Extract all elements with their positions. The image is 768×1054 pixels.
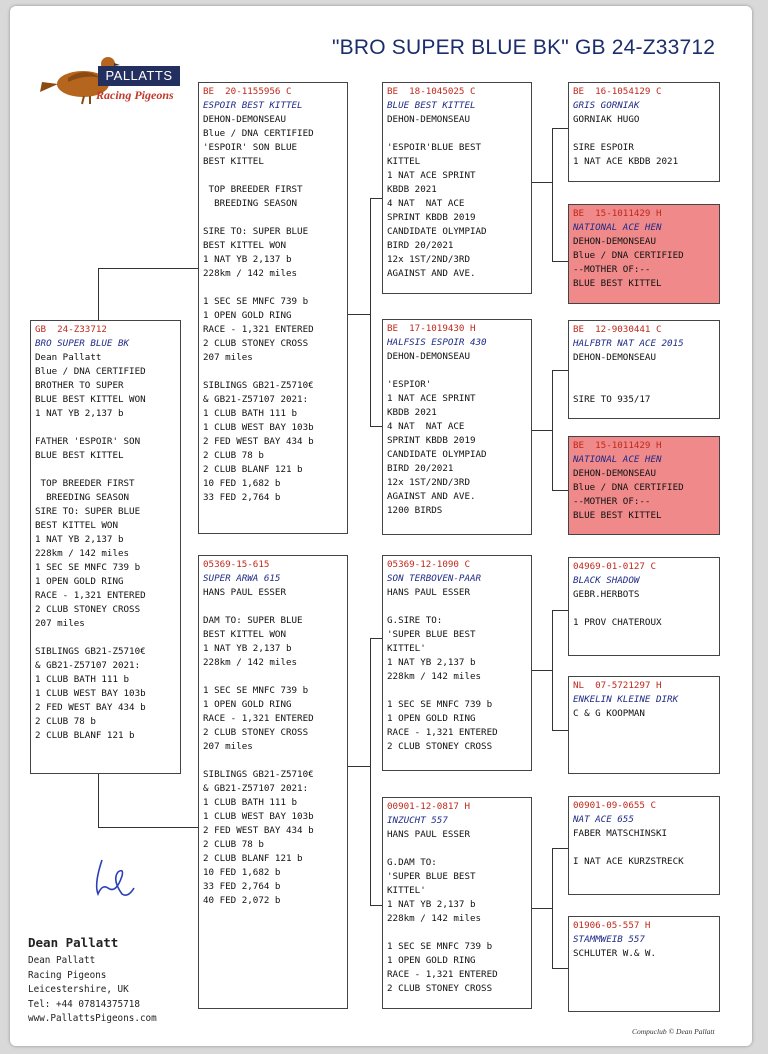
card-text-line: & GB21-Z57107 2021: [203, 783, 309, 794]
card-text-line: RACE - 1,321 ENTERED [35, 590, 146, 601]
ring-number: 00901-12-0817 H [387, 801, 470, 812]
card-text-line: 1 NAT YB 2,137 b [203, 643, 292, 654]
card-text-line: RACE - 1,321 ENTERED [387, 969, 498, 980]
breeder-name: DEHON-DEMONSEAU [573, 468, 656, 479]
card-text-line [387, 684, 527, 698]
card-text-line: 1 SEC SE MNFC 739 b [387, 699, 493, 710]
card-text-line: KITTEL [387, 156, 421, 167]
wire [98, 268, 198, 269]
card-text-line: 1 NAT YB 2,137 b [35, 408, 124, 419]
card-text-line: 207 miles [35, 618, 85, 629]
card-text-line: 2 CLUB STONEY CROSS [387, 983, 493, 994]
card-text-line: SPRINT KBDB 2019 [387, 435, 476, 446]
card-text-line: G.DAM TO: [387, 857, 437, 868]
wire [370, 198, 371, 427]
card-text-line: 1 OPEN GOLD RING [35, 576, 124, 587]
card-text-line: Blue / DNA CERTIFIED [203, 128, 314, 139]
ring-number: 00901-09-0655 C [573, 800, 656, 811]
card-text-line: 207 miles [203, 741, 253, 752]
pigeon-name: NATIONAL ACE HEN [573, 454, 662, 465]
card-text-line: 'ESPOIR'BLUE BEST [387, 142, 482, 153]
pigeon-name: SUPER ARWA 615 [203, 573, 281, 584]
wire [552, 730, 568, 731]
card-text-line: FATHER 'ESPOIR' SON [35, 436, 141, 447]
card-text-line: 1 PROV CHATEROUX [573, 617, 662, 628]
card-text-line [573, 127, 715, 141]
card-text-line: 228km / 142 miles [35, 548, 130, 559]
contact-phone: Tel: +44 07814375718 [28, 998, 140, 1010]
breeder-name: SCHLUTER W.& W. [573, 948, 656, 959]
card-text-line: 2 CLUB STONEY CROSS [387, 741, 493, 752]
card-text-line [573, 379, 715, 393]
ring-number: BE 15-1011429 H [573, 208, 662, 219]
card-text-line: G.SIRE TO: [387, 615, 443, 626]
card-text-line: TOP BREEDER FIRST [35, 478, 135, 489]
ring-number: 05369-15-615 [203, 559, 270, 570]
contact-line: Dean Pallatt [28, 955, 96, 966]
card-text-line: BLUE BEST KITTEL WON [35, 394, 146, 405]
wire [370, 638, 371, 906]
card-text-line: 1 NAT YB 2,137 b [387, 657, 476, 668]
ring-number: BE 16-1054129 C [573, 86, 662, 97]
breeder-name: GORNIAK HUGO [573, 114, 640, 125]
ring-number: 01906-05-557 H [573, 920, 651, 931]
card-text-line: I NAT ACE KURZSTRECK [573, 856, 684, 867]
sds-card[interactable] [568, 320, 720, 419]
sire-sire-card[interactable] [382, 82, 532, 294]
card-text-line [203, 281, 343, 295]
pigeon-name: ENKELIN KLEINE DIRK [573, 694, 679, 705]
breeder-name: DEHON-DEMONSEAU [387, 114, 470, 125]
card-text-line: 1 OPEN GOLD RING [203, 699, 292, 710]
sire-card[interactable] [198, 82, 348, 534]
contact-website[interactable]: www.PallattsPigeons.com [28, 1013, 157, 1024]
card-text-line [573, 602, 715, 616]
card-text-line: 1 NAT YB 2,137 b [203, 254, 292, 265]
ring-number: 05369-12-1090 C [387, 559, 470, 570]
card-text-line [203, 754, 343, 768]
wire [532, 908, 552, 909]
card-text-line: 1 SEC SE MNFC 739 b [387, 941, 493, 952]
wire [552, 370, 553, 491]
card-text-line: BIRD 20/2021 [387, 240, 454, 251]
card-text-line: BIRD 20/2021 [387, 463, 454, 474]
card-text-line: SIRE TO: SUPER BLUE [35, 506, 141, 517]
card-text-line: 2 FED WEST BAY 434 b [35, 702, 146, 713]
card-text-line: 1 CLUB BATH 111 b [35, 674, 130, 685]
card-text-line: 2 CLUB BLANF 121 b [35, 730, 135, 741]
card-text-line: 2 CLUB STONEY CROSS [35, 604, 141, 615]
card-text-line: SIBLINGS GB21-Z5710€ [203, 769, 314, 780]
ring-number: BE 17-1019430 H [387, 323, 476, 334]
card-text-line: & GB21-Z57107 2021: [35, 660, 141, 671]
card-text-line: RACE - 1,321 ENTERED [203, 324, 314, 335]
wire [532, 670, 552, 671]
card-text-line: --MOTHER OF:-- [573, 264, 651, 275]
card-text-line: KITTEL' [387, 885, 426, 896]
ring-number: GB 24-Z33712 [35, 324, 107, 335]
card-text-line: BREEDING SEASON [35, 492, 130, 503]
card-text-line [203, 211, 343, 225]
card-text-line: TOP BREEDER FIRST [203, 184, 303, 195]
breeder-name: Dean Pallatt [35, 352, 102, 363]
breeder-name: HANS PAUL ESSER [387, 587, 470, 598]
contact-block [28, 934, 228, 1027]
ring-number: BE 18-1045025 C [387, 86, 476, 97]
card-text-line: 2 CLUB 78 b [203, 839, 264, 850]
card-text-line: 2 CLUB 78 b [203, 450, 264, 461]
pigeon-name: STAMMWEIB 557 [573, 934, 645, 945]
dds-card[interactable] [568, 796, 720, 895]
card-text-line: 1 OPEN GOLD RING [387, 955, 476, 966]
card-text-line: DAM TO: SUPER BLUE [203, 615, 303, 626]
wire [552, 128, 553, 262]
card-text-line [203, 670, 343, 684]
pigeon-name: BRO SUPER BLUE BK [35, 338, 130, 349]
wire [98, 827, 198, 828]
card-text-line: 'ESPOIR' SON BLUE [203, 142, 298, 153]
sire-dam-card[interactable] [382, 319, 532, 535]
pigeon-name: NAT ACE 655 [573, 814, 634, 825]
card-text-line: 12x 1ST/2ND/3RD [387, 477, 470, 488]
card-text-line: 2 CLUB STONEY CROSS [203, 338, 309, 349]
card-text-line: 33 FED 2,764 b [203, 492, 281, 503]
wire [370, 905, 382, 906]
card-text-line [387, 364, 527, 378]
pigeon-name: HALFSIS ESPOIR 430 [387, 337, 487, 348]
card-text-line: 1 SEC SE MNFC 739 b [35, 562, 141, 573]
page-title: "BRO SUPER BLUE BK" GB 24-Z33712 [332, 36, 716, 59]
pigeon-name: GRIS GORNIAK [573, 100, 640, 111]
ring-number: BE 12-9030441 C [573, 324, 662, 335]
pigeon-name: BLUE BEST KITTEL [387, 100, 476, 111]
card-text-line: 2 CLUB BLANF 121 b [203, 853, 303, 864]
wire [370, 638, 382, 639]
card-text-line [387, 127, 527, 141]
card-text-line: SIRE ESPOIR [573, 142, 634, 153]
breeder-name: GEBR.HERBOTS [573, 589, 640, 600]
card-text-line [573, 365, 715, 379]
pedigree-sheet [10, 6, 752, 1046]
breeder-name: C & G KOOPMAN [573, 708, 645, 719]
card-text-line: 1 CLUB WEST BAY 103b [203, 422, 314, 433]
card-text-line: BLUE BEST KITTEL [35, 450, 124, 461]
wire [98, 268, 99, 326]
wire [348, 314, 370, 315]
card-text-line: AGAINST AND AVE. [387, 268, 476, 279]
card-text-line: 1 OPEN GOLD RING [387, 713, 476, 724]
wire [552, 490, 568, 491]
card-text-line: 'SUPER BLUE BEST [387, 629, 476, 640]
card-text-line: BEST KITTEL [203, 156, 264, 167]
subject-card[interactable] [30, 320, 181, 774]
card-text-line: 2 FED WEST BAY 434 b [203, 825, 314, 836]
card-text-line: 228km / 142 miles [387, 913, 482, 924]
wire [532, 182, 552, 183]
pigeon-name: ESPOIR BEST KITTEL [203, 100, 303, 111]
card-text-line: 228km / 142 miles [387, 671, 482, 682]
ring-number: NL 07-5721297 H [573, 680, 662, 691]
card-text-line [35, 421, 176, 435]
card-text-line: 1 OPEN GOLD RING [203, 310, 292, 321]
card-text-line: SIRE TO: SUPER BLUE [203, 226, 309, 237]
card-text-line: SIBLINGS GB21-Z5710€ [203, 380, 314, 391]
card-text-line: 207 miles [203, 352, 253, 363]
card-text-line: 1200 BIRDS [387, 505, 443, 516]
card-text-line: 10 FED 1,682 b [203, 478, 281, 489]
card-text-line: 10 FED 1,682 b [203, 867, 281, 878]
card-text-line: 1 CLUB BATH 111 b [203, 797, 298, 808]
wire [552, 968, 568, 969]
card-text-line: AGAINST AND AVE. [387, 491, 476, 502]
card-text-line: Blue / DNA CERTIFIED [35, 366, 146, 377]
breeder-name: HANS PAUL ESSER [387, 829, 470, 840]
card-text-line: RACE - 1,321 ENTERED [387, 727, 498, 738]
contact-name: Dean Pallatt [28, 935, 119, 950]
contact-line: Racing Pigeons [28, 969, 107, 981]
card-text-line: 1 NAT YB 2,137 b [35, 534, 124, 545]
card-text-line: 'ESPIOR' [387, 379, 432, 390]
card-text-line: 2 CLUB 78 b [35, 716, 96, 727]
card-text-line: 2 FED WEST BAY 434 b [203, 436, 314, 447]
contact-line: Leicestershire, UK [28, 984, 129, 995]
wire [552, 848, 553, 969]
card-text-line: 12x 1ST/2ND/3RD [387, 254, 470, 265]
wire [552, 370, 568, 371]
card-text-line: 33 FED 2,764 b [203, 881, 281, 892]
card-text-line [387, 842, 527, 856]
card-text-line: CANDIDATE OLYMPIAD [387, 226, 487, 237]
card-text-line: 1 SEC SE MNFC 739 b [203, 296, 309, 307]
ring-number: BE 15-1011429 H [573, 440, 662, 451]
card-text-line: BEST KITTEL WON [203, 240, 286, 251]
card-text-line [35, 631, 176, 645]
wire [532, 430, 552, 431]
pigeon-name: INZUCHT 557 [387, 815, 448, 826]
card-text-line: 1 NAT ACE SPRINT [387, 170, 476, 181]
ring-number: BE 20-1155956 C [203, 86, 292, 97]
pigeon-name: SON TERBOVEN-PAAR [387, 573, 482, 584]
breeder-name: DEHON-DEMONSEAU [203, 114, 286, 125]
breeder-name: HANS PAUL ESSER [203, 587, 286, 598]
breeder-name: DEHON-DEMONSEAU [573, 236, 656, 247]
wire [552, 261, 568, 262]
dsd-card[interactable] [568, 676, 720, 774]
card-text-line: CANDIDATE OLYMPIAD [387, 449, 487, 460]
card-text-line: 228km / 142 miles [203, 268, 298, 279]
card-text-line: BROTHER TO SUPER [35, 380, 124, 391]
wire [552, 610, 568, 611]
card-text-line: 'SUPER BLUE BEST [387, 871, 476, 882]
sss-card[interactable] [568, 82, 720, 182]
card-text-line [573, 841, 715, 855]
pigeon-name: HALFBTR NAT ACE 2015 [573, 338, 684, 349]
card-text-line: 1 NAT ACE KBDB 2021 [573, 156, 679, 167]
logo-subtitle: Racing Pigeons [96, 88, 174, 102]
dam-dam-card[interactable] [382, 797, 532, 1009]
card-text-line: Blue / DNA CERTIFIED [573, 482, 684, 493]
card-text-line: 1 NAT YB 2,137 b [387, 899, 476, 910]
ssd-card[interactable] [568, 204, 720, 304]
card-text-line [387, 600, 527, 614]
card-text-line [203, 169, 343, 183]
card-text-line: 1 CLUB WEST BAY 103b [203, 811, 314, 822]
logo-text: PALLATTS [98, 66, 180, 86]
footer-credit: Compuclub © Dean Pallatt [632, 1027, 715, 1036]
card-text-line: RACE - 1,321 ENTERED [203, 713, 314, 724]
card-text-line: 2 CLUB STONEY CROSS [203, 727, 309, 738]
card-text-line: 1 CLUB BATH 111 b [203, 408, 298, 419]
pigeon-name: BLACK SHADOW [573, 575, 640, 586]
dss-card[interactable] [568, 557, 720, 656]
card-text-line: 1 SEC SE MNFC 739 b [203, 685, 309, 696]
card-text-line: KBDB 2021 [387, 407, 437, 418]
wire [370, 426, 382, 427]
card-text-line: BEST KITTEL WON [203, 629, 286, 640]
card-text-line: BREEDING SEASON [203, 198, 298, 209]
card-text-line: 228km / 142 miles [203, 657, 298, 668]
card-text-line: --MOTHER OF:-- [573, 496, 651, 507]
card-text-line: SPRINT KBDB 2019 [387, 212, 476, 223]
card-text-line: BLUE BEST KITTEL [573, 278, 662, 289]
card-text-line: 40 FED 2,072 b [203, 895, 281, 906]
wire [370, 198, 382, 199]
wire [552, 610, 553, 731]
card-text-line: 1 CLUB WEST BAY 103b [35, 688, 146, 699]
card-text-line: 4 NAT NAT ACE [387, 198, 465, 209]
card-text-line [35, 463, 176, 477]
card-text-line [387, 926, 527, 940]
card-text-line: 4 NAT NAT ACE [387, 421, 465, 432]
ring-number: 04969-01-0127 C [573, 561, 656, 572]
wire [348, 766, 370, 767]
pigeon-name: NATIONAL ACE HEN [573, 222, 662, 233]
card-text-line: Blue / DNA CERTIFIED [573, 250, 684, 261]
sdd-card[interactable] [568, 436, 720, 535]
breeder-name: FABER MATSCHINSKI [573, 828, 668, 839]
card-text-line: & GB21-Z57107 2021: [203, 394, 309, 405]
card-text-line: KBDB 2021 [387, 184, 437, 195]
wire [552, 848, 568, 849]
card-text-line: BEST KITTEL WON [35, 520, 118, 531]
card-text-line: KITTEL' [387, 643, 426, 654]
card-text-line: 2 CLUB BLANF 121 b [203, 464, 303, 475]
dam-sire-card[interactable] [382, 555, 532, 771]
breeder-name: DEHON-DEMONSEAU [387, 351, 470, 362]
card-text-line [203, 600, 343, 614]
card-text-line: SIBLINGS GB21-Z5710€ [35, 646, 146, 657]
card-text-line [203, 365, 343, 379]
ddd-card[interactable] [568, 916, 720, 1012]
wire [552, 128, 568, 129]
card-text-line: BLUE BEST KITTEL [573, 510, 662, 521]
card-text-line: SIRE TO 935/17 [573, 394, 651, 405]
card-text-line: 1 NAT ACE SPRINT [387, 393, 476, 404]
breeder-name: DEHON-DEMONSEAU [573, 352, 656, 363]
wire [98, 773, 99, 828]
signature-icon [88, 854, 138, 900]
